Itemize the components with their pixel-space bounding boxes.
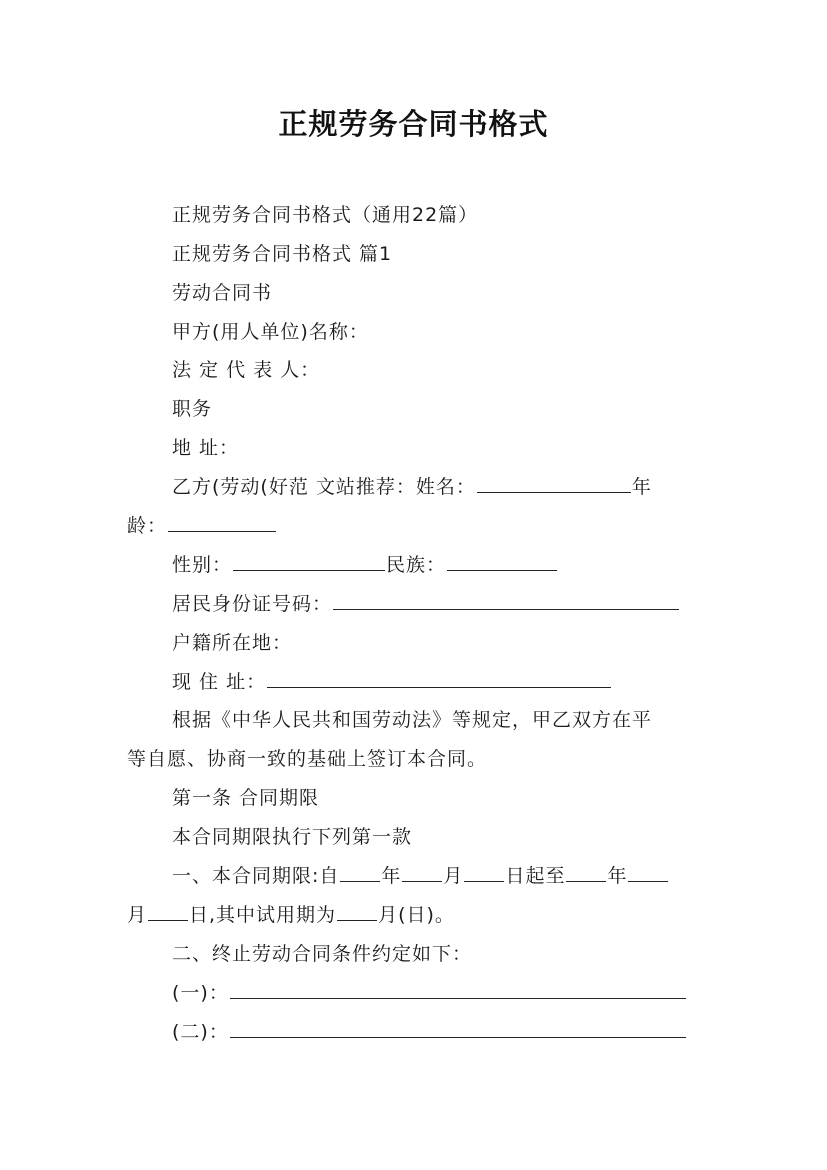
party-a-name-label: 甲方(用人单位)名称：: [172, 321, 369, 343]
from-day-blank: [464, 863, 504, 882]
paragraph-basis-text2: 等自愿、协商一致的基础上签订本合同。: [127, 748, 488, 770]
from-month-blank: [402, 863, 442, 882]
address-label: 地 址：: [172, 437, 240, 459]
position-line: [172, 394, 212, 421]
gender-label: 性别：: [172, 554, 233, 576]
termination-item-2: [172, 1017, 687, 1044]
address-line: [172, 433, 239, 460]
subtitle-line: [172, 200, 478, 227]
ethnicity-label: 民族：: [386, 554, 447, 576]
current-address-line: [172, 667, 612, 694]
to-month-label: 月: [127, 904, 148, 926]
to-label: 日起至: [505, 865, 566, 887]
contract-name-text: 劳动合同书: [172, 282, 273, 304]
section-heading-text: 正规劳务合同书格式 篇1: [172, 243, 393, 265]
term-period-line2: [127, 900, 455, 927]
termination-heading: [172, 939, 472, 966]
legal-rep-line: [172, 355, 320, 382]
gender-blank: [233, 552, 385, 571]
article-one-heading: [172, 783, 319, 810]
legal-rep-label: 法 定 代 表 人：: [172, 359, 321, 381]
from-year-label: 年: [381, 865, 402, 887]
probation-unit: 月(日)。: [378, 904, 455, 926]
from-year-blank: [340, 863, 380, 882]
household-line: [172, 628, 292, 655]
to-year-label: 年: [607, 865, 628, 887]
id-number-blank: [333, 591, 679, 610]
id-number-label: 居民身份证号码：: [172, 593, 333, 615]
term-clause-text: 本合同期限执行下列第一款: [172, 826, 413, 848]
gender-ethnicity-line: [172, 550, 558, 577]
current-address-blank: [267, 669, 611, 688]
term-from-label: 一、本合同期限:自: [172, 865, 340, 887]
probation-label: 日,其中试用期为: [189, 904, 337, 926]
to-day-blank: [148, 902, 188, 921]
to-month-blank: [628, 863, 668, 882]
article-one-text: 第一条 合同期限: [172, 787, 320, 809]
term-clause-line: [172, 822, 412, 849]
age-line: [127, 511, 277, 538]
age-label-start: 年: [631, 476, 652, 498]
current-address-label: 现 住 址：: [172, 671, 267, 693]
termination-item-1-blank: [230, 980, 686, 999]
party-b-name-line: [172, 472, 652, 499]
paragraph-basis-text1: 根据《中华人民共和国劳动法》等规定，甲乙双方在平: [172, 709, 653, 731]
paragraph-basis-line1: [172, 705, 652, 732]
party-b-name-label: 乙方(劳动(好范 文站推荐：姓名：: [172, 476, 476, 498]
household-label: 户籍所在地：: [172, 632, 293, 654]
position-label: 职务: [172, 398, 213, 420]
ethnicity-blank: [447, 552, 557, 571]
probation-blank: [337, 902, 377, 921]
term-period-line1: [172, 861, 669, 888]
age-blank: [168, 513, 276, 532]
name-blank: [477, 474, 631, 493]
termination-item-1-label: (一)：: [172, 982, 229, 1004]
to-year-blank: [566, 863, 606, 882]
termination-item-1: [172, 978, 687, 1005]
document-title: 正规劳务合同书格式: [278, 107, 549, 141]
subtitle-text: 正规劳务合同书格式（通用22篇）: [172, 204, 479, 226]
party-a-name-line: [172, 317, 369, 344]
id-number-line: [172, 589, 680, 616]
termination-item-2-blank: [230, 1019, 686, 1038]
paragraph-basis-line2: [127, 744, 487, 771]
from-month-label: 月: [443, 865, 464, 887]
contract-name-line: [172, 278, 272, 305]
termination-text: 二、终止劳动合同条件约定如下：: [172, 943, 473, 965]
age-label-end: 龄：: [127, 515, 168, 537]
section-heading: [172, 239, 392, 266]
termination-item-2-label: (二)：: [172, 1021, 229, 1043]
